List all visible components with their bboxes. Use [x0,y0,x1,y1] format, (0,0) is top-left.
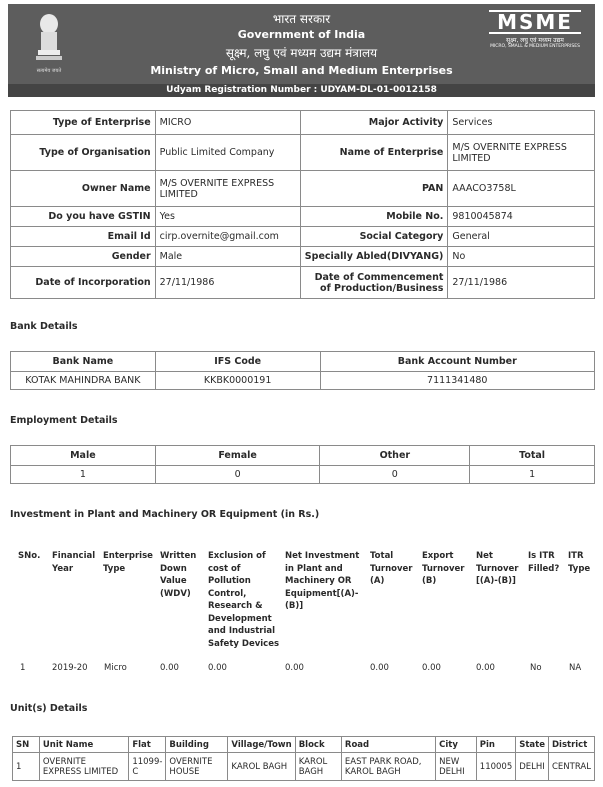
bank-details-title: Bank Details [10,321,78,332]
inv-header-sno: SNo. [18,551,41,561]
inv-header-total-turnover: Total Turnover (A) [370,551,413,586]
type-of-enterprise-label: Type of Enterprise [11,111,156,135]
inv-type-value: Micro [104,663,127,673]
unit-header-cell: Village/Town [228,737,295,753]
name-of-enterprise-value: M/S OVERNITE EXPRESS LIMITED [448,135,595,171]
gender-label: Gender [11,247,156,267]
owner-name-value: M/S OVERNITE EXPRESS LIMITED [155,171,300,207]
divyang-value: No [448,247,595,267]
unit-village-value: KAROL BAGH [228,753,295,781]
employment-header-cell: Female [155,446,320,466]
unit-header-cell: Flat [129,737,166,753]
investment-title: Investment in Plant and Machinery OR Equipment (in Rs.) [10,509,320,520]
divyang-label: Specially Abled(DIVYANG) [300,247,448,267]
inv-net-turnover-value: 0.00 [476,663,495,673]
unit-header-cell: Road [341,737,435,753]
bank-header-cell: Bank Name [11,352,156,372]
msme-logo [489,10,581,49]
mobile-label: Mobile No. [300,207,448,227]
unit-block-value: KAROL BAGH [295,753,341,781]
unit-name-value: OVERNITE EXPRESS LIMITED [39,753,128,781]
owner-name-label: Owner Name [11,171,156,207]
account-number-value: 7111341480 [320,372,594,390]
hindi-ministry-title: सूक्ष्म, लघु एवं मध्यम उद्यम मंत्रालय [225,46,378,60]
employment-table [10,445,595,484]
inv-exclusion-value: 0.00 [208,663,227,673]
unit-building-value: OVERNITE HOUSE [166,753,228,781]
employment-header-cell: Total [470,446,595,466]
social-category-value: General [448,227,595,247]
mobile-value: 9810045874 [448,207,595,227]
emblem-caption: सत्यमेव जयते [36,68,62,74]
employment-male-value: 1 [11,466,156,484]
unit-city-value: NEW DELHI [436,753,477,781]
inv-year-value: 2019-20 [52,663,88,673]
employment-female-value: 0 [155,466,320,484]
bank-header-cell: IFS Code [155,352,320,372]
inv-itr-filled-value: No [530,663,542,673]
inv-wdv-value: 0.00 [160,663,179,673]
social-category-label: Social Category [300,227,448,247]
unit-state-value: DELHI [516,753,549,781]
inv-header-exclusion: Exclusion of cost of Pollution Control, Research & Development and Industrial Safety Devices [208,551,280,649]
inv-header-enterprise-type: Enterprise Type [103,551,153,574]
unit-pin-value: 110005 [476,753,515,781]
pan-label: PAN [300,171,448,207]
unit-header-cell: City [436,737,477,753]
bank-header-cell: Bank Account Number [320,352,594,372]
units-title: Unit(s) Details [10,703,88,714]
inv-header-itr-filled: Is ITR Filled? [528,551,560,574]
type-of-organisation-value: Public Limited Company [155,135,300,171]
unit-flat-value: 11099-C [129,753,166,781]
major-activity-value: Services [448,111,595,135]
inv-header-net-investment: Net Investment in Plant and Machinery OR Equipment[(A)-(B)] [285,551,360,611]
bank-details-table [10,351,595,390]
enterprise-info-table [10,110,595,299]
bank-name-value: KOTAK MAHINDRA BANK [11,372,156,390]
ministry-title: Ministry of Micro, Small and Medium Enterprises [150,64,453,77]
unit-district-value: CENTRAL [548,753,594,781]
major-activity-label: Major Activity [300,111,448,135]
inv-net-investment-value: 0.00 [285,663,304,673]
msme-logo-english: MICRO, SMALL & MEDIUM ENTERPRISES [490,44,580,49]
unit-header-cell: Building [166,737,228,753]
name-of-enterprise-label: Name of Enterprise [300,135,448,171]
email-label: Email Id [11,227,156,247]
inv-export-turnover-value: 0.00 [422,663,441,673]
employment-other-value: 0 [320,466,470,484]
commencement-label: Date of Commencement of Production/Business [300,267,448,299]
unit-header-cell: State [516,737,549,753]
ifsc-value: KKBK0000191 [155,372,320,390]
unit-header-cell: SN [13,737,40,753]
inv-total-turnover-value: 0.00 [370,663,389,673]
inv-header-wdv: Written Down Value (WDV) [160,551,197,599]
incorporation-label: Date of Incorporation [11,267,156,299]
pan-value: AAACO3758L [448,171,595,207]
unit-header-cell: Block [295,737,341,753]
inv-sno-value: 1 [20,663,26,673]
unit-header-cell: Pin [476,737,515,753]
gender-value: Male [155,247,300,267]
unit-header-cell: Unit Name [39,737,128,753]
unit-header-cell: District [548,737,594,753]
inv-header-financial-year: Financial Year [52,551,96,574]
unit-sn-value: 1 [13,753,40,781]
type-of-organisation-label: Type of Organisation [11,135,156,171]
gstin-label: Do you have GSTIN [11,207,156,227]
inv-itr-type-value: NA [569,663,582,673]
udyam-registration-bar: Udyam Registration Number : UDYAM-DL-01-0012158 [8,84,595,97]
msme-logo-word: MSME [489,10,581,34]
msme-logo-hindi: सूक्ष्म, लघु एवं मध्यम उद्यम [506,37,564,44]
employment-header-cell: Other [320,446,470,466]
employment-total-value: 1 [470,466,595,484]
unit-road-value: EAST PARK ROAD, KAROL BAGH [341,753,435,781]
gstin-value: Yes [155,207,300,227]
inv-header-export-turnover: Export Turnover (B) [422,551,465,586]
hindi-govt-title: भारत सरकार [272,12,331,26]
inv-header-itr-type: ITR Type [568,551,591,574]
govt-title: Government of India [237,28,366,41]
email-value: cirp.overnite@gmail.com [155,227,300,247]
commencement-value: 27/11/1986 [448,267,595,299]
type-of-enterprise-value: MICRO [155,111,300,135]
units-table [12,736,595,781]
incorporation-value: 27/11/1986 [155,267,300,299]
inv-header-net-turnover: Net Turnover [(A)-(B)] [476,551,519,586]
employment-details-title: Employment Details [10,415,118,426]
employment-header-cell: Male [11,446,156,466]
certificate-header [8,4,595,84]
